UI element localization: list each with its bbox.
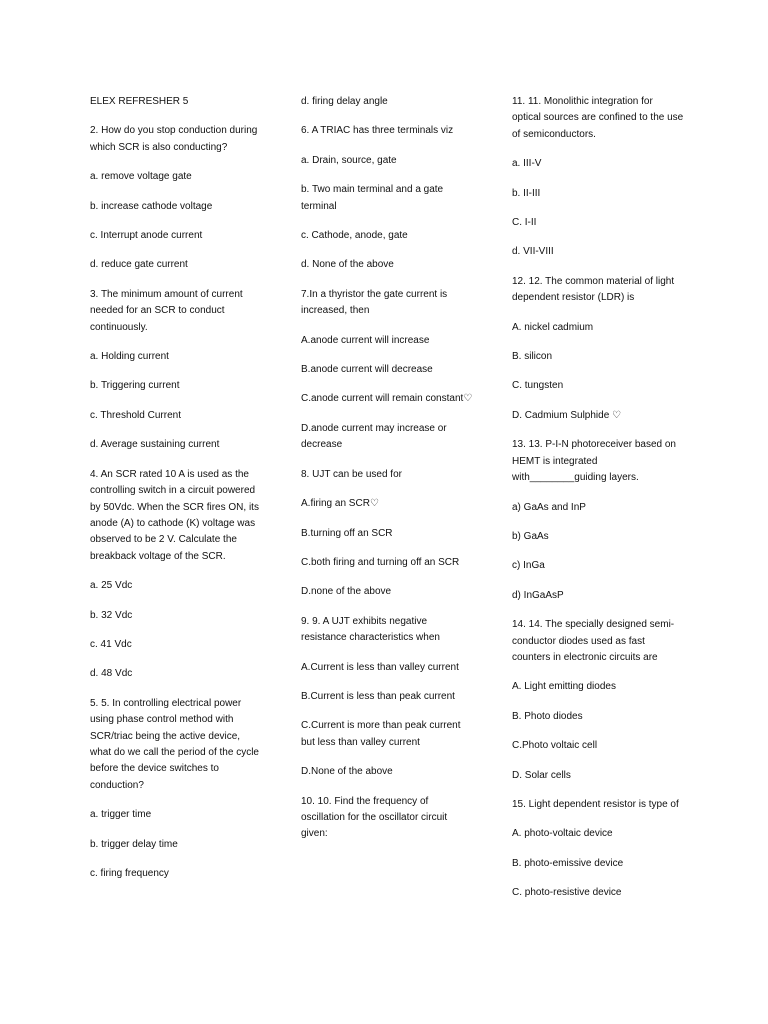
option-4c: c. 41 Vdc (90, 638, 132, 650)
option-6a: a. Drain, source, gate (301, 154, 397, 166)
option-11d: d. VII-VIII (512, 246, 554, 258)
option-13b: b) GaAs (512, 530, 549, 542)
option-2c: c. Interrupt anode current (90, 230, 203, 242)
option-5c: c. firing frequency (90, 868, 169, 879)
question-13: 13. 13. P-I-N photoreceiver based on HEMT is integrated with________guiding layers. (512, 439, 676, 484)
option-8b: B.turning off an SCR (301, 527, 393, 539)
option-4b: b. 32 Vdc (90, 609, 133, 621)
option-11c: C. I-II (512, 217, 537, 229)
question-8: 8. UJT can be used for (301, 468, 402, 480)
option-9b: B.Current is less than peak current (301, 690, 455, 702)
option-11a: a. III-V (512, 158, 542, 170)
question-14: 14. 14. The specially designed semi-conductor diodes used as fast counters in electronic circuits are (512, 619, 675, 663)
option-9c: C.Current is more than peak current but less than valley current (301, 720, 461, 748)
column-1 (90, 94, 262, 895)
question-5: 5. 5. In controlling electrical power using phase control method with SCR/triac being the active device, what do we call the period of the cycle before the device switches to conduction? (90, 697, 259, 791)
option-6b: b. Two main terminal and a gate terminal (301, 184, 444, 212)
option-2d: d. reduce gate current (90, 259, 188, 271)
option-3a: a. Holding current (90, 351, 169, 363)
option-7a: A.anode current will increase (301, 334, 430, 346)
question-7: 7.In a thyristor the gate current is increased, then (301, 288, 448, 317)
question-10: 10. 10. Find the frequency of oscillation for the oscillator circuit given: (301, 795, 448, 840)
question-9: 9. 9. A UJT exhibits negative resistance characteristics when (301, 615, 440, 644)
question-6: 6. A TRIAC has three terminals viz (301, 125, 454, 137)
option-7d: D.anode current may increase or decrease (301, 422, 447, 451)
question-4: 4. An SCR rated 10 A is used as the controlling switch in a circuit powered by 50Vdc. When the SCR fires ON, its anode (A) to cathode (K) voltage was observed to be 2 V. Calculate the breakback voltage of the SCR. (90, 468, 259, 562)
column-2 (301, 94, 473, 856)
option-3d: d. Average sustaining current (90, 439, 220, 451)
option-6c: c. Cathode, anode, gate (301, 230, 408, 242)
option-14c: C.Photo voltaic cell (512, 740, 598, 752)
option-13a: a) GaAs and InP (512, 501, 586, 513)
option-15c: C. photo-resistive device (512, 887, 622, 899)
option-6d: d. None of the above (301, 259, 394, 271)
option-5b: b. trigger delay time (90, 838, 178, 850)
option-12d: D. Cadmium Sulphide ♡ (512, 409, 622, 421)
option-12c: C. tungsten (512, 380, 564, 392)
option-14b: B. Photo diodes (512, 710, 583, 722)
question-11: 11. 11. Monolithic integration for optical sources are confined to the use of semiconductors. (512, 96, 684, 140)
option-9d: D.None of the above (301, 766, 393, 778)
column-3 (512, 94, 684, 915)
option-7c: C.anode current will remain constant♡ (301, 393, 473, 405)
question-2: 2. How do you stop conduction during which SCR is also conducting? (90, 125, 258, 153)
question-3: 3. The minimum amount of current needed for an SCR to conduct continuously. (90, 288, 243, 333)
option-3c: c. Threshold Current (90, 409, 181, 421)
option-11b: b. II-III (512, 187, 541, 199)
option-13d: d) InGaAsP (512, 589, 564, 601)
option-7b: B.anode current will decrease (301, 364, 433, 376)
option-2b: b. increase cathode voltage (90, 200, 213, 212)
option-4d: d. 48 Vdc (90, 668, 133, 680)
document-title: ELEX REFRESHER 5 (90, 96, 189, 107)
option-8a: A.firing an SCR♡ (301, 498, 379, 510)
option-5d: d. firing delay angle (301, 96, 388, 107)
option-12a: A. nickel cadmium (512, 321, 594, 333)
question-15: 15. Light dependent resistor is type of (512, 798, 679, 810)
option-3b: b. Triggering current (90, 380, 180, 392)
option-15b: B. photo-emissive device (512, 857, 624, 869)
question-12: 12. 12. The common material of light dependent resistor (LDR) is (512, 275, 675, 304)
option-15a: A. photo-voltaic device (512, 828, 613, 840)
option-9a: A.Current is less than valley current (301, 661, 459, 673)
option-8d: D.none of the above (301, 586, 392, 598)
option-4a: a. 25 Vdc (90, 580, 133, 592)
option-8c: C.both firing and turning off an SCR (301, 556, 460, 568)
option-13c: c) InGa (512, 560, 545, 572)
option-14d: D. Solar cells (512, 769, 571, 781)
option-14a: A. Light emitting diodes (512, 681, 616, 693)
option-12b: B. silicon (512, 351, 553, 363)
option-2a: a. remove voltage gate (90, 171, 192, 183)
option-5a: a. trigger time (90, 809, 152, 821)
